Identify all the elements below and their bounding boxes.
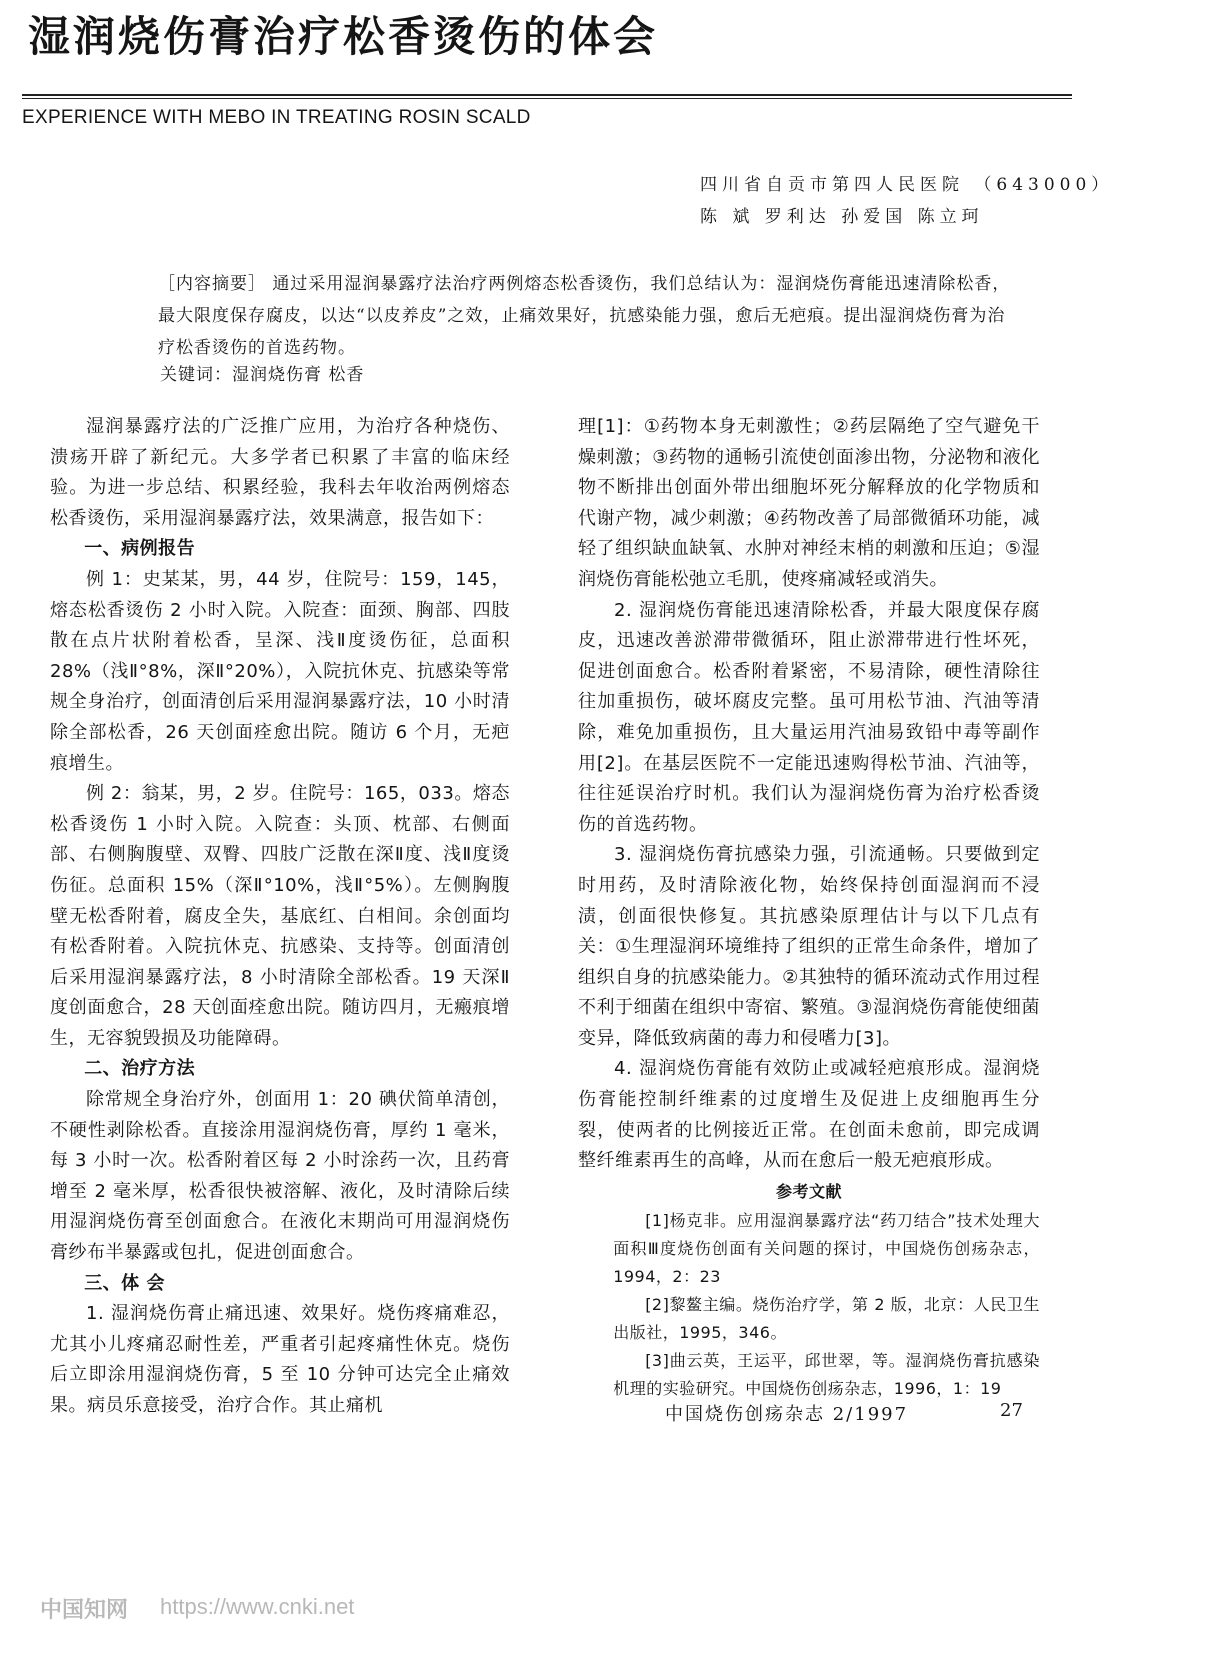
title-rule	[22, 94, 1072, 96]
journal-footer: 中国烧伤创疡杂志 2/1997	[665, 1404, 909, 1425]
section-heading-treatment: 二、治疗方法	[84, 1058, 196, 1080]
point-1-paragraph: 1. 湿润烧伤膏止痛迅速、效果好。烧伤疼痛难忍，尤其小儿疼痛忍耐性差，严重者引起疼痛性休克。烧伤后立即涂用湿润烧伤膏，5 至 10 分钟可达完全止痛效果。病员乐意接受，治疗合作。其止痛机	[50, 1303, 510, 1416]
point-4-paragraph: 4. 湿润烧伤膏能有效防止或减轻疤痕形成。湿润烧伤膏能控制纤维素的过度增生及促进上皮细胞再生分裂，使两者的比例接近正常。在创面未愈前，即完成调整纤维素再生的高峰，从而在愈后一般无疤痕形成。	[578, 1058, 1040, 1172]
reference-item: [1]杨克非。应用湿润暴露疗法“药刀结合”技术处理大面积Ⅲ度烧伤创面有关问题的探讨，中国烧伤创疡杂志，1994，2：23	[613, 1211, 1040, 1287]
author-names: 陈 斌 罗利达 孙爱国 陈立珂	[700, 207, 984, 227]
abstract-text: 通过采用湿润暴露疗法治疗两例熔态松香烫伤，我们总结认为：湿润烧伤膏能迅速清除松香，最大限度保存腐皮，以达“以皮养皮”之效，止痛效果好，抗感染能力强，愈后无疤痕。提出湿润烧伤膏为治疗松香烫伤的首选药物。	[158, 274, 1011, 358]
point-3-paragraph: 3. 湿润烧伤膏抗感染力强，引流通畅。只要做到定时用药，及时清除液化物，始终保持创面湿润而不浸渍，创面很快修复。其抗感染原理估计与以下几点有关：①生理湿润环境维持了组织的正常生命条件，增加了组织自身的抗感染能力。②其独特的循环流动式作用过程不利于细菌在组织中寄宿、繁殖。③湿润烧伤膏能使细菌变异，降低致病菌的毒力和侵嗜力[3]。	[578, 844, 1040, 1049]
article-title: 湿润烧伤膏治疗松香烫伤的体会	[28, 12, 659, 61]
page-number: 27	[1000, 1400, 1023, 1421]
section-heading-case-report: 一、病例报告	[84, 538, 196, 560]
title-rule-thin	[22, 98, 1072, 99]
english-title: EXPERIENCE WITH MEBO IN TREATING ROSIN SCALD	[22, 107, 531, 128]
case-2-paragraph: 例 2：翁某，男，2 岁。住院号：165，033。熔态松香烫伤 1 小时入院。入院查：头顶、枕部、右侧面部、右侧胸腹壁、双臀、四肢广泛散在深Ⅱ度、浅Ⅱ度烫伤征。总面积 15%（深Ⅱ°10%，浅Ⅱ°5%）。左侧胸腹壁无松香附着，腐皮全失，基底红、白相间。余创面均有松香附着。入院抗休克、抗感染、支持等。创面清创后采用湿润暴露疗法，8 小时清除全部松香。19 天深Ⅱ度创面愈合，28 天创面痊愈出院。随访四月，无瘢痕增生，无容貌毁损及功能障碍。	[50, 783, 510, 1049]
cnki-watermark-logo: 中国知网	[40, 1598, 129, 1623]
body-column-right	[578, 412, 1040, 1403]
point-2-paragraph: 2. 湿润烧伤膏能迅速清除松香，并最大限度保存腐皮，迅速改善淤滞带微循环，阻止淤滞带进行性坏死，促进创面愈合。松香附着紧密，不易清除，硬性清除往往加重损伤，破坏腐皮完整。虽可用松节油、汽油等清除，难免加重损伤，且大量运用汽油易致铅中毒等副作用[2]。在基层医院不一定能迅速购得松节油、汽油等，往往延误治疗时机。我们认为湿润烧伤膏为治疗松香烫伤的首选药物。	[578, 599, 1040, 835]
treatment-paragraph: 除常规全身治疗外，创面用 1：20 碘伏简单清创，不硬性剥除松香。直接涂用湿润烧伤膏，厚约 1 毫米，每 3 小时一次。松香附着区每 2 小时涂药一次，且药膏增至 2 毫米厚，松香很快被溶解、液化，及时清除后续用湿润烧伤膏至创面愈合。在液化末期尚可用湿润烧伤膏纱布半暴露或包扎，促进创面愈合。	[50, 1089, 510, 1264]
abstract	[120, 268, 1013, 364]
body-column-left	[50, 412, 510, 1422]
reference-item: [2]黎鳌主编。烧伤治疗学，第 2 版，北京：人民卫生出版社，1995，346。	[613, 1295, 1040, 1343]
reference-item: [3]曲云英，王运平，邱世翠，等。湿润烧伤膏抗感染机理的实验研究。中国烧伤创疡杂志，1996，1：19	[613, 1351, 1040, 1399]
cnki-watermark-url: https://www.cnki.net	[160, 1594, 355, 1619]
section-heading-experience: 三、体 会	[84, 1272, 165, 1294]
intro-paragraph: 湿润暴露疗法的广泛推广应用，为治疗各种烧伤、溃疡开辟了新纪元。大多学者已积累了丰富的临床经验。为进一步总结、积累经验，我科去年收治两例熔态松香烫伤，采用湿润暴露疗法，效果满意，报告如下：	[50, 416, 510, 529]
point-1-continued: 理[1]：①药物本身无刺激性；②药层隔绝了空气避免干燥刺激；③药物的通畅引流使创面渗出物，分泌物和液化物不断排出创面外带出细胞坏死分解释放的化学物质和代谢产物，减少刺激；④药物改善了局部微循环功能，减轻了组织缺血缺氧、水肿对神经末梢的刺激和压迫；⑤湿润烧伤膏能松弛立毛肌，使疼痛减轻或消失。	[578, 416, 1040, 590]
keywords: 关键词：湿润烧伤膏 松香	[160, 365, 365, 385]
case-1-paragraph: 例 1：史某某，男，44 岁，住院号：159，145，熔态松香烫伤 2 小时入院。入院查：面颈、胸部、四肢散在点片状附着松香，呈深、浅Ⅱ度烫伤征，总面积 28%（浅Ⅱ°8%，深Ⅱ°20%），入院抗休克、抗感染等常规全身治疗，创面清创后采用湿润暴露疗法，10 小时清除全部松香，26 天创面痊愈出院。随访 6 个月，无疤痕增生。	[50, 568, 510, 774]
abstract-label: ［内容摘要］	[158, 274, 266, 294]
references-heading: 参考文献	[775, 1181, 842, 1201]
author-affiliation: 四川省自贡市第四人民医院 （643000）	[700, 175, 1114, 195]
